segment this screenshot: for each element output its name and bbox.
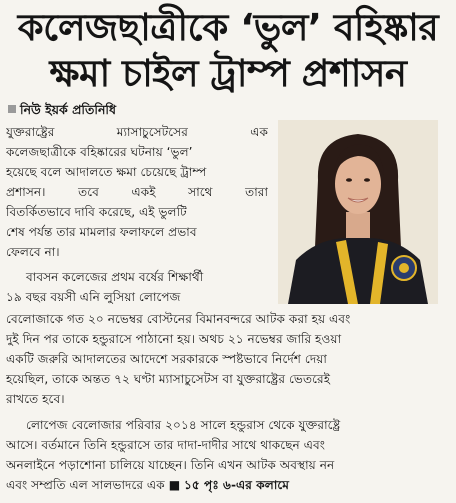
body-line: আসে। বর্তমানে তিনি হন্ডুরাসে তার দাদা-দাদীর সাথে থাকছেন এবং bbox=[6, 438, 325, 452]
woman-portrait-icon bbox=[278, 120, 438, 304]
body-line: শেষ পর্যন্ত তার মামলার ফলাফলে প্রভাব bbox=[6, 225, 197, 239]
body-line: ফেলবে না। bbox=[6, 245, 60, 259]
body-line: হয়েছে বলে আদালতে ক্ষমা চেয়েছে ট্রাম্প bbox=[6, 165, 207, 179]
body-line: বেলোজাকে গত ২০ নভেম্বর বোস্টনের বিমানবন্দরে আটক করা হয় এবং bbox=[6, 312, 351, 326]
body-line: লোপেজ বেলোজার পরিবার ২০১৪ সালে হন্ডুরাস থেকে যুক্তরাষ্ট্রে bbox=[26, 418, 341, 432]
body-line: রাখতে হবে। bbox=[6, 392, 65, 406]
body-line: বিতর্কিতভাবে দাবি করেছে, এই ভুলটি bbox=[6, 205, 187, 219]
byline bbox=[8, 101, 116, 119]
headline-line-2: ক্ষমা চাইল ট্রাম্প প্রশাসন bbox=[49, 52, 407, 95]
byline-square-icon bbox=[8, 105, 16, 113]
continued-reference: ১৫ পৃঃ ৬-এর কলামে bbox=[183, 478, 290, 492]
continued-marker: ■ bbox=[168, 478, 181, 492]
body-line: কলেজছাত্রীকে বহিষ্কারের ঘটনায় ‘ভুল’ bbox=[6, 145, 193, 159]
body-line: যুক্তরাষ্ট্রের ম্যাসাচুসেটসের এক bbox=[6, 125, 268, 139]
body-line: এবং সম্প্রতি এল সালভাদরে এক ■ ১৫ পৃঃ ৬-এর কলামে bbox=[6, 478, 290, 492]
byline-text: নিউ ইয়র্ক প্রতিনিধি bbox=[20, 102, 116, 117]
headline-line-1: কলেজছাত্রীকে ‘ভুল’ বহিষ্কার bbox=[17, 6, 439, 49]
body-line: দুই দিন পর তাকে হন্ডুরাসে পাঠানো হয়। অথচ ২১ নভেম্বর জারি হওয়া bbox=[6, 332, 342, 346]
body-line: বাবসন কলেজের প্রথম বর্ষের শিক্ষার্থী bbox=[26, 270, 204, 284]
body-line: অনলাইনে পড়াশোনা চালিয়ে যাচ্ছেন। তিনি এখন আটক অবস্থায় নন bbox=[6, 458, 335, 472]
body-line: হয়েছিল, তাকে অন্তত ৭২ ঘণ্টা ম্যাসাচুসেটস বা যুক্তরাষ্ট্রের ভেতরেই bbox=[6, 372, 331, 386]
body-line: প্রশাসন। তবে একই সাথে তারা bbox=[6, 185, 268, 199]
body-line: একটি জরুরি আদালতের আদেশে সরকারকে স্পষ্টভাবে নির্দেশ দেয়া bbox=[6, 352, 327, 366]
body-line: ১৯ বছর বয়সী এনি লুসিয়া লোপেজ bbox=[6, 290, 181, 304]
